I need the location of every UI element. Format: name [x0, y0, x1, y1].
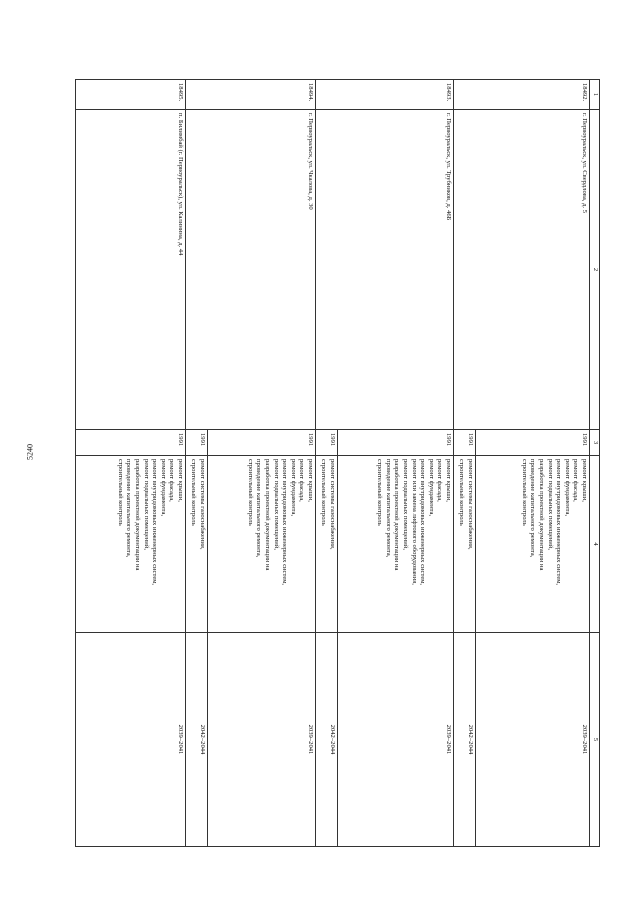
works-cell	[476, 456, 590, 633]
work-item: разработка проектной документации на	[393, 459, 401, 571]
period-cell: 2042–2044	[316, 633, 338, 847]
work-item: ремонт крыши,	[177, 459, 184, 502]
work-item: ремонт фасада,	[572, 459, 580, 502]
work-item: проведение капитального ремонта,	[384, 459, 392, 558]
work-item: ремонт фундамента,	[427, 459, 435, 517]
column-header-4: 4	[590, 456, 600, 633]
work-item: ремонт внутридомовых инженерных систем,	[419, 459, 427, 586]
column-header-5: 5	[590, 633, 600, 847]
year-cell: 1991	[338, 430, 454, 456]
row-number: 18492.	[454, 80, 590, 110]
work-item: ремонт фундамента,	[563, 459, 571, 517]
year-cell: 1991	[476, 430, 590, 456]
table-row	[476, 80, 590, 847]
work-item: ремонт фасада,	[298, 459, 306, 502]
work-item: ремонт системы газоснабжения,	[329, 459, 336, 550]
address-cell: г. Первоуральск, ул. Свердлова, д. 5	[454, 110, 590, 430]
period-cell: 2039–2041	[208, 633, 316, 847]
work-item: ремонт фасада,	[436, 459, 444, 502]
works-cell	[76, 456, 186, 633]
work-item: ремонт подвальных помещений,	[142, 459, 150, 550]
period-cell: 2042–2044	[454, 633, 476, 847]
work-item: ремонт системы газоснабжения,	[199, 459, 206, 550]
work-item: проведение капитального ремонта,	[125, 459, 133, 558]
work-item: ремонт подвальных помещений,	[272, 459, 280, 550]
column-header-2: 2	[590, 110, 600, 430]
table-row	[338, 80, 454, 847]
work-item: проведение капитального ремонта,	[255, 459, 263, 558]
work-item: ремонт крыши,	[581, 459, 588, 502]
column-header-3: 3	[590, 430, 600, 456]
work-item: строительный контроль	[246, 459, 254, 526]
work-item: ремонт фундамента,	[159, 459, 167, 517]
work-item: ремонт подвальных помещений,	[546, 459, 554, 550]
repair-schedule-table	[75, 79, 600, 847]
work-item: ремонт внутридомовых инженерных систем,	[555, 459, 563, 586]
table-row	[76, 80, 186, 847]
work-item: строительный контроль	[520, 459, 528, 526]
period-cell: 2042–2044	[186, 633, 208, 847]
work-item: ремонт подвальных помещений,	[402, 459, 410, 550]
work-item: ремонт или замена лифтового оборудования,	[410, 459, 418, 585]
page-number: 5240	[25, 444, 35, 460]
work-item: разработка проектной документации на	[538, 459, 546, 571]
table-row	[208, 80, 316, 847]
work-item: ремонт крыши,	[307, 459, 314, 502]
works-cell	[338, 456, 454, 633]
works-cell	[454, 456, 476, 633]
work-item: ремонт внутридомовых инженерных систем,	[151, 459, 159, 586]
rotated-table-container	[75, 79, 600, 847]
work-item: строительный контроль	[190, 459, 198, 526]
address-cell: п. Билимбай (г. Первоуральск), ул. Калинина, д. 44	[76, 110, 186, 430]
work-item: ремонт системы газоснабжения,	[467, 459, 474, 550]
row-number: 18494.	[186, 80, 316, 110]
column-header-1: 1	[590, 80, 600, 110]
period-cell: 2039–2041	[338, 633, 454, 847]
year-cell: 1991	[316, 430, 338, 456]
work-item: разработка проектной документации на	[264, 459, 272, 571]
year-cell: 1991	[186, 430, 208, 456]
year-cell: 1991	[454, 430, 476, 456]
work-item: строительный контроль	[458, 459, 466, 526]
work-item: ремонт фундамента,	[289, 459, 297, 517]
work-item: ремонт внутридомовых инженерных систем,	[281, 459, 289, 586]
address-cell: г. Первоуральск, ул. Чкалова, д. 30	[186, 110, 316, 430]
work-item: ремонт крыши,	[445, 459, 452, 502]
work-item: проведение капитального ремонта,	[529, 459, 537, 558]
work-item: строительный контроль	[116, 459, 124, 526]
address-cell: г. Первоуральск, ул. Трубников, д. 46Б	[316, 110, 454, 430]
row-number: 18495.	[76, 80, 186, 110]
works-cell	[208, 456, 316, 633]
period-cell: 2039–2041	[476, 633, 590, 847]
table-header-row	[590, 80, 600, 847]
period-cell: 2039–2041	[76, 633, 186, 847]
work-item: разработка проектной документации на	[134, 459, 142, 571]
works-cell	[186, 456, 208, 633]
work-item: строительный контроль	[320, 459, 328, 526]
work-item: строительный контроль	[376, 459, 384, 526]
works-cell	[316, 456, 338, 633]
year-cell: 1991	[208, 430, 316, 456]
row-number: 18493.	[316, 80, 454, 110]
year-cell: 1991	[76, 430, 186, 456]
work-item: ремонт фасада,	[168, 459, 176, 502]
